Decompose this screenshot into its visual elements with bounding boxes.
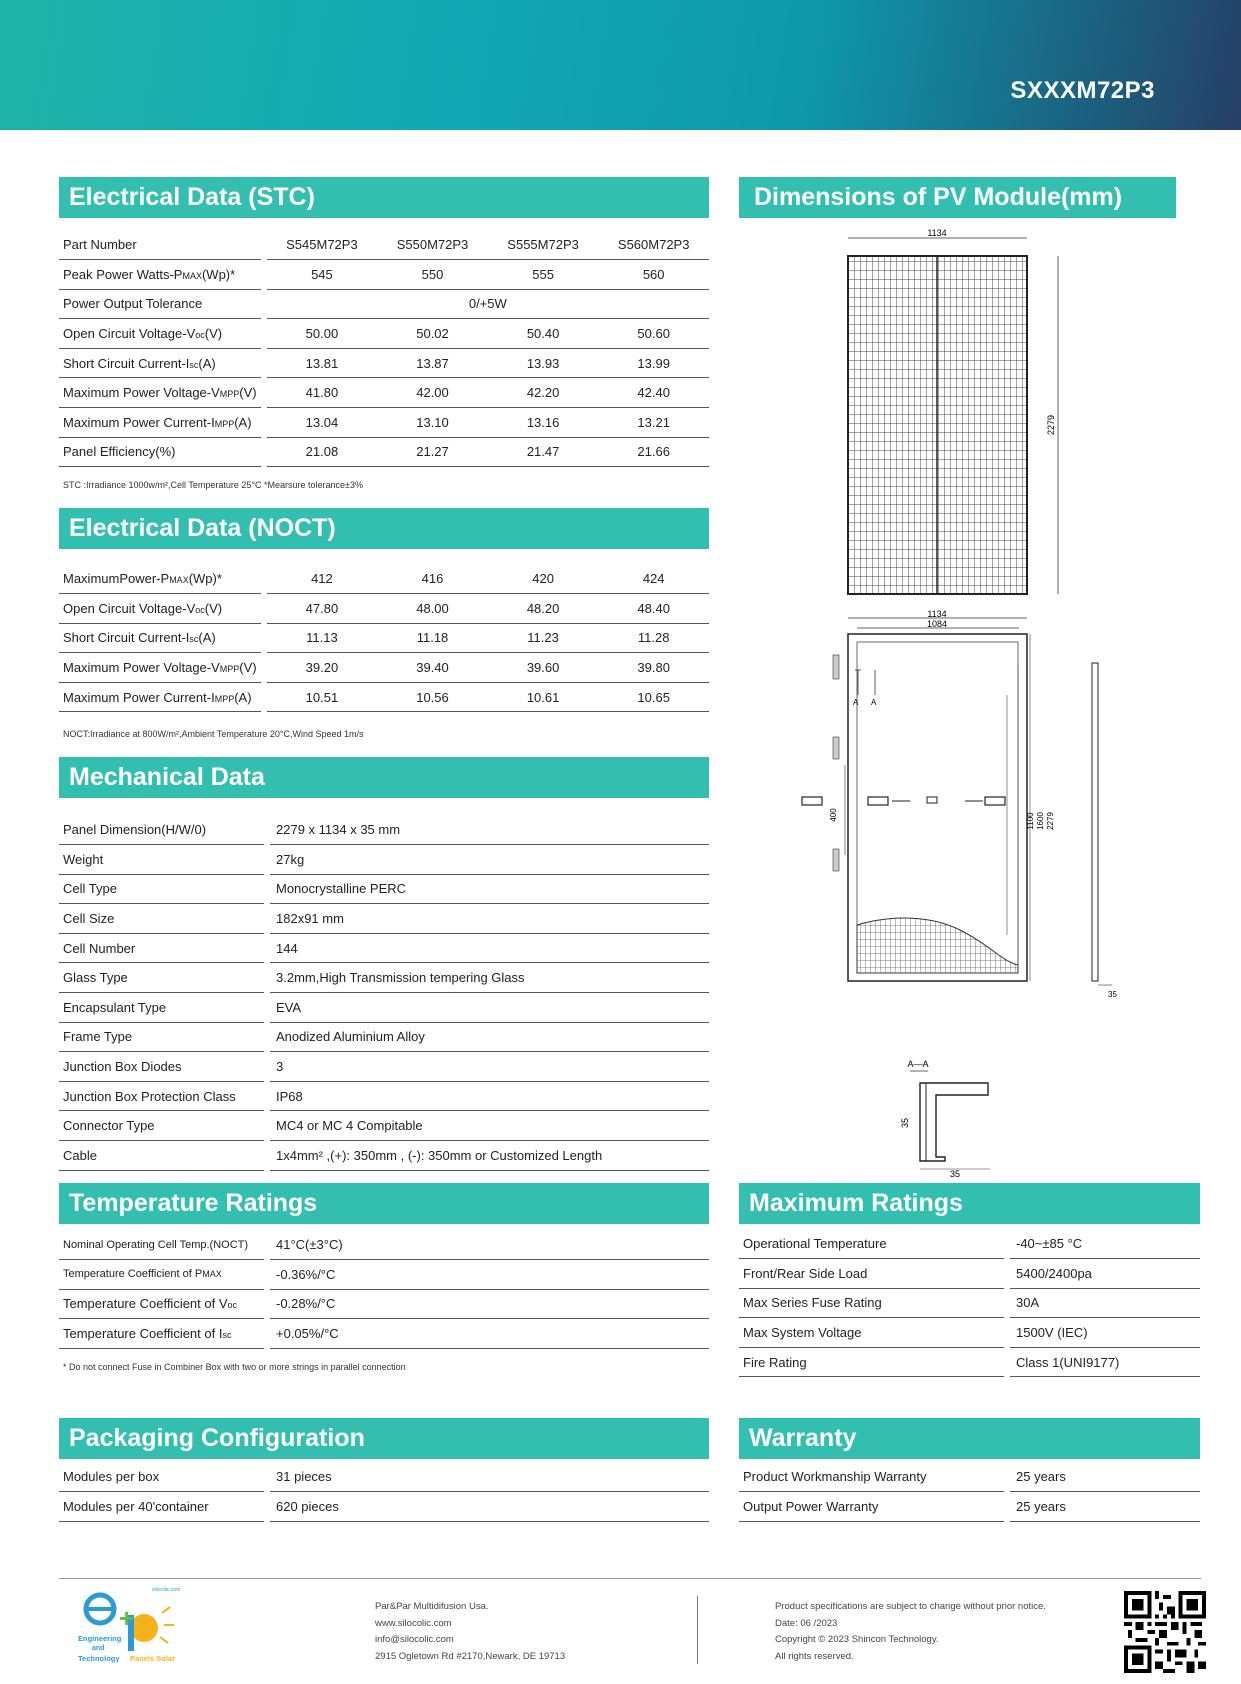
mechanical-row-value: 1x4mm² ,(+): 350mm , (-): 350mm or Customized Length xyxy=(270,1141,709,1171)
mechanical-row-label: Encapsulant Type xyxy=(59,993,264,1023)
mechanical-row-value: Anodized Aluminium Alloy xyxy=(270,1022,709,1052)
stc-row xyxy=(59,230,709,260)
mount-1600-label: 1600 xyxy=(1036,812,1045,830)
mechanical-row-value: Monocrystalline PERC xyxy=(270,874,709,904)
stc-title: Electrical Data (STC) xyxy=(59,177,709,218)
stc-row xyxy=(59,319,709,349)
max-ratings-table xyxy=(739,1229,1200,1377)
mechanical-row-label: Cable xyxy=(59,1141,264,1171)
noct-table xyxy=(59,564,709,712)
logo-line-2: and xyxy=(92,1645,105,1652)
stc-cell: 13.87 xyxy=(377,348,488,378)
mechanical-row-label: Frame Type xyxy=(59,1022,264,1052)
mount-1100-label: 1100 xyxy=(1026,812,1035,830)
mechanical-row-label: Glass Type xyxy=(59,963,264,993)
front-view xyxy=(848,228,1058,594)
packaging-row-label: Modules per 40'container xyxy=(59,1492,264,1522)
footer-vertical-divider xyxy=(697,1596,698,1664)
stc-cell: 545 xyxy=(267,260,378,290)
noct-note: NOCT:Irradiance at 800W/m²,Ambient Temperature 20°C,Wind Speed 1m/s xyxy=(63,729,364,739)
noct-cell: 48.20 xyxy=(488,594,599,624)
model-number: SXXXM72P3 xyxy=(1010,77,1155,104)
temperature-row-label: Temperature Coefficient of Voc xyxy=(59,1289,264,1319)
warranty-title: Warranty xyxy=(739,1418,1200,1459)
stc-cell: S560M72P3 xyxy=(598,230,709,260)
max-ratings-row-value: 30A xyxy=(1010,1288,1200,1318)
max-ratings-row-label: Operational Temperature xyxy=(739,1229,1004,1259)
svg-text:+: + xyxy=(119,1603,135,1633)
company-address: 2915 Ogletown Rd #2170,Newark, DE 19713 xyxy=(375,1650,566,1662)
max-ratings-title: Maximum Ratings xyxy=(739,1183,1200,1224)
mechanical-row xyxy=(59,963,709,993)
stc-cell: 13.93 xyxy=(488,348,599,378)
mechanical-row-label: Junction Box Protection Class xyxy=(59,1081,264,1111)
mechanical-row-label: Cell Number xyxy=(59,933,264,963)
mount-400-label: 400 xyxy=(829,808,838,822)
noct-cell: 424 xyxy=(598,564,709,594)
mechanical-row-value: 144 xyxy=(270,933,709,963)
max-ratings-row-value: Class 1(UNI9177) xyxy=(1010,1347,1200,1377)
temperature-row-label: Temperature Coefficient of Isc xyxy=(59,1319,264,1349)
stc-cell: 42.20 xyxy=(488,378,599,408)
warranty-table xyxy=(739,1462,1200,1522)
packaging-row xyxy=(59,1462,709,1492)
stc-cell: 50.40 xyxy=(488,319,599,349)
mechanical-row xyxy=(59,933,709,963)
noct-cell: 11.28 xyxy=(598,623,709,653)
max-ratings-row-label: Max System Voltage xyxy=(739,1318,1004,1348)
noct-cell: 48.40 xyxy=(598,594,709,624)
stc-cell: 13.21 xyxy=(598,408,709,438)
stc-cell: 21.08 xyxy=(267,437,378,467)
section-label: A—A xyxy=(907,1059,929,1069)
temperature-note: * Do not connect Fuse in Combiner Box with two or more strings in parallel connection xyxy=(63,1362,406,1372)
temperature-table xyxy=(59,1230,709,1349)
section-height-label: 35 xyxy=(900,1117,910,1129)
stc-row xyxy=(59,408,709,438)
mechanical-row-value: 3.2mm,High Transmission tempering Glass xyxy=(270,963,709,993)
stc-cell: 50.60 xyxy=(598,319,709,349)
legal-disclaimer: Product specifications are subject to change without prior notice. xyxy=(775,1601,1046,1612)
company-logo xyxy=(74,1583,204,1669)
noct-row xyxy=(59,653,709,683)
max-ratings-row-label: Fire Rating xyxy=(739,1347,1004,1377)
legal-date: Date: 06 /2023 xyxy=(775,1617,838,1629)
noct-cell: 47.80 xyxy=(267,594,378,624)
stc-cell: 13.04 xyxy=(267,408,378,438)
legal-info xyxy=(775,1599,1046,1665)
stc-cell: 21.66 xyxy=(598,437,709,467)
noct-row xyxy=(59,564,709,594)
noct-cell: 10.61 xyxy=(488,682,599,712)
logo-site: silocolic.com xyxy=(152,1587,181,1593)
temperature-row-value: 41°C(±3°C) xyxy=(270,1230,709,1260)
frame-depth-label: 35 xyxy=(1108,990,1117,999)
max-ratings-row xyxy=(739,1259,1200,1289)
stc-row-label: Power Output Tolerance xyxy=(59,289,261,319)
header-banner xyxy=(0,0,1241,130)
warranty-row xyxy=(739,1462,1200,1492)
max-ratings-row-value: -40~±85 °C xyxy=(1010,1229,1200,1259)
stc-row-label: Short Circuit Current-Isc(A) xyxy=(59,348,261,378)
mechanical-title: Mechanical Data xyxy=(59,757,709,798)
stc-cell: 13.10 xyxy=(377,408,488,438)
warranty-row-value: 25 years xyxy=(1010,1462,1200,1492)
noct-cell: 412 xyxy=(267,564,378,594)
stc-row xyxy=(59,378,709,408)
mechanical-row-value: 2279 x 1134 x 35 mm xyxy=(270,815,709,845)
noct-cell: 11.18 xyxy=(377,623,488,653)
stc-cell: 50.02 xyxy=(377,319,488,349)
temperature-row-label: Nominal Operating Cell Temp.(NOCT) xyxy=(59,1230,264,1260)
company-name: Par&Par Multidifusion Usa. xyxy=(375,1601,489,1612)
stc-cell: 555 xyxy=(488,260,599,290)
max-ratings-row xyxy=(739,1347,1200,1377)
noct-title: Electrical Data (NOCT) xyxy=(59,508,709,549)
mechanical-row-value: EVA xyxy=(270,993,709,1023)
legal-rights: All rights reserved. xyxy=(775,1650,854,1662)
temperature-row-value: -0.36%/°C xyxy=(270,1260,709,1290)
logo-mark-icon xyxy=(74,1583,204,1669)
stc-cell: 42.40 xyxy=(598,378,709,408)
dimensions-title: Dimensions of PV Module(mm) xyxy=(739,177,1176,218)
noct-row xyxy=(59,623,709,653)
mechanical-row xyxy=(59,1111,709,1141)
stc-cell: 0/+5W xyxy=(267,289,709,319)
mechanical-row xyxy=(59,904,709,934)
noct-cell: 11.23 xyxy=(488,623,599,653)
mechanical-row xyxy=(59,1052,709,1082)
temperature-row-value: +0.05%/°C xyxy=(270,1319,709,1349)
noct-cell: 416 xyxy=(377,564,488,594)
stc-cell: 21.27 xyxy=(377,437,488,467)
noct-row-label: Short Circuit Current-Isc(A) xyxy=(59,623,261,653)
stc-row-label: Open Circuit Voltage-Voc(V) xyxy=(59,319,261,349)
noct-cell: 39.80 xyxy=(598,653,709,683)
company-info xyxy=(375,1599,565,1665)
packaging-row-value: 620 pieces xyxy=(270,1492,709,1522)
footer-divider xyxy=(59,1578,1201,1579)
stc-row-label: Peak Power Watts-PMAX(Wp)* xyxy=(59,260,261,290)
noct-row xyxy=(59,682,709,712)
temperature-row-label: Temperature Coefficient of PMAX xyxy=(59,1260,264,1290)
max-ratings-row-label: Max Series Fuse Rating xyxy=(739,1288,1004,1318)
mechanical-row xyxy=(59,1141,709,1171)
temperature-title: Temperature Ratings xyxy=(59,1183,709,1224)
company-email-link[interactable]: info@silocolic.com xyxy=(375,1634,454,1645)
stc-cell: 21.47 xyxy=(488,437,599,467)
noct-cell: 10.56 xyxy=(377,682,488,712)
stc-table xyxy=(59,230,709,467)
noct-row-label: Open Circuit Voltage-Voc(V) xyxy=(59,594,261,624)
noct-cell: 420 xyxy=(488,564,599,594)
mechanical-row xyxy=(59,1022,709,1052)
module-dimension-drawing xyxy=(740,225,1220,1180)
temperature-row xyxy=(59,1230,709,1260)
warranty-row-value: 25 years xyxy=(1010,1492,1200,1522)
section-width-label: 35 xyxy=(949,1169,961,1179)
temperature-row-value: -0.28%/°C xyxy=(270,1289,709,1319)
stc-cell: S555M72P3 xyxy=(488,230,599,260)
stc-row xyxy=(59,437,709,467)
mechanical-row xyxy=(59,815,709,845)
noct-cell: 10.51 xyxy=(267,682,378,712)
stc-cell: 13.81 xyxy=(267,348,378,378)
stc-note: STC :Irradiance 1000w/m²,Cell Temperature 25°C *Mearsure tolerance±3% xyxy=(63,480,364,490)
noct-cell: 39.20 xyxy=(267,653,378,683)
max-ratings-row xyxy=(739,1288,1200,1318)
mechanical-row xyxy=(59,874,709,904)
noct-row-label: MaximumPower-PMAX(Wp)* xyxy=(59,564,261,594)
mechanical-row-value: 182x91 mm xyxy=(270,904,709,934)
mechanical-table xyxy=(59,815,709,1171)
noct-cell: 10.65 xyxy=(598,682,709,712)
legal-copyright: Copyright © 2023 Shincon Technology. xyxy=(775,1634,939,1645)
noct-cell: 48.00 xyxy=(377,594,488,624)
company-website-link[interactable]: www.silocolic.com xyxy=(375,1617,452,1629)
mechanical-row-value: IP68 xyxy=(270,1081,709,1111)
max-ratings-row-value: 5400/2400pa xyxy=(1010,1259,1200,1289)
mechanical-row xyxy=(59,845,709,875)
mechanical-row-label: Cell Type xyxy=(59,874,264,904)
max-ratings-row-value: 1500V (IEC) xyxy=(1010,1318,1200,1348)
mechanical-row-label: Cell Size xyxy=(59,904,264,934)
stc-cell: 550 xyxy=(377,260,488,290)
noct-row-label: Maximum Power Current-IMPP(A) xyxy=(59,682,261,712)
warranty-row xyxy=(739,1492,1200,1522)
section-marker-right: A xyxy=(871,698,877,707)
mechanical-row-label: Connector Type xyxy=(59,1111,264,1141)
stc-row xyxy=(59,289,709,319)
stc-cell: S545M72P3 xyxy=(267,230,378,260)
stc-cell: 50.00 xyxy=(267,319,378,349)
qr-code-icon[interactable] xyxy=(1124,1591,1206,1673)
front-height-label: 2279 xyxy=(1046,414,1056,436)
packaging-row-label: Modules per box xyxy=(59,1462,264,1492)
back-width-inner: 1084 xyxy=(926,619,948,629)
stc-cell: S550M72P3 xyxy=(377,230,488,260)
mechanical-row-value: MC4 or MC 4 Compitable xyxy=(270,1111,709,1141)
packaging-row xyxy=(59,1492,709,1522)
noct-cell: 39.40 xyxy=(377,653,488,683)
stc-row-label: Maximum Power Current-IMPP(A) xyxy=(59,408,261,438)
stc-row-label: Part Number xyxy=(59,230,261,260)
packaging-title: Packaging Configuration xyxy=(59,1418,709,1459)
stc-row xyxy=(59,348,709,378)
warranty-row-label: Product Workmanship Warranty xyxy=(739,1462,1004,1492)
noct-row xyxy=(59,594,709,624)
mechanical-row-value: 27kg xyxy=(270,845,709,875)
temperature-row xyxy=(59,1319,709,1349)
logo-line-4: Panels Solar xyxy=(130,1654,176,1663)
stc-cell: 42.00 xyxy=(377,378,488,408)
mechanical-row-label: Weight xyxy=(59,845,264,875)
mechanical-row-label: Junction Box Diodes xyxy=(59,1052,264,1082)
noct-cell: 39.60 xyxy=(488,653,599,683)
max-ratings-row-label: Front/Rear Side Load xyxy=(739,1259,1004,1289)
stc-row-label: Panel Efficiency(%) xyxy=(59,437,261,467)
mechanical-row-label: Panel Dimension(H/W/0) xyxy=(59,815,264,845)
mount-2279-label: 2279 xyxy=(1046,812,1055,830)
noct-cell: 11.13 xyxy=(267,623,378,653)
noct-row-label: Maximum Power Voltage-VMPP(V) xyxy=(59,653,261,683)
packaging-row-value: 31 pieces xyxy=(270,1462,709,1492)
stc-cell: 41.80 xyxy=(267,378,378,408)
temperature-row xyxy=(59,1260,709,1290)
warranty-row-label: Output Power Warranty xyxy=(739,1492,1004,1522)
max-ratings-row xyxy=(739,1229,1200,1259)
mechanical-row-value: 3 xyxy=(270,1052,709,1082)
logo-line-3: Technology xyxy=(78,1654,120,1663)
stc-cell: 13.16 xyxy=(488,408,599,438)
stc-cell: 560 xyxy=(598,260,709,290)
packaging-table xyxy=(59,1462,709,1522)
section-view xyxy=(900,1059,990,1179)
front-width-label: 1134 xyxy=(927,228,947,238)
logo-line-1: Engineering xyxy=(78,1634,122,1643)
temperature-row xyxy=(59,1289,709,1319)
max-ratings-row xyxy=(739,1318,1200,1348)
stc-cell: 13.99 xyxy=(598,348,709,378)
stc-row-label: Maximum Power Voltage-VMPP(V) xyxy=(59,378,261,408)
mechanical-row xyxy=(59,1081,709,1111)
back-width-outer: 1134 xyxy=(927,609,947,619)
mechanical-row xyxy=(59,993,709,1023)
section-marker-left: A xyxy=(853,698,859,707)
stc-row xyxy=(59,260,709,290)
back-view xyxy=(802,609,1117,999)
